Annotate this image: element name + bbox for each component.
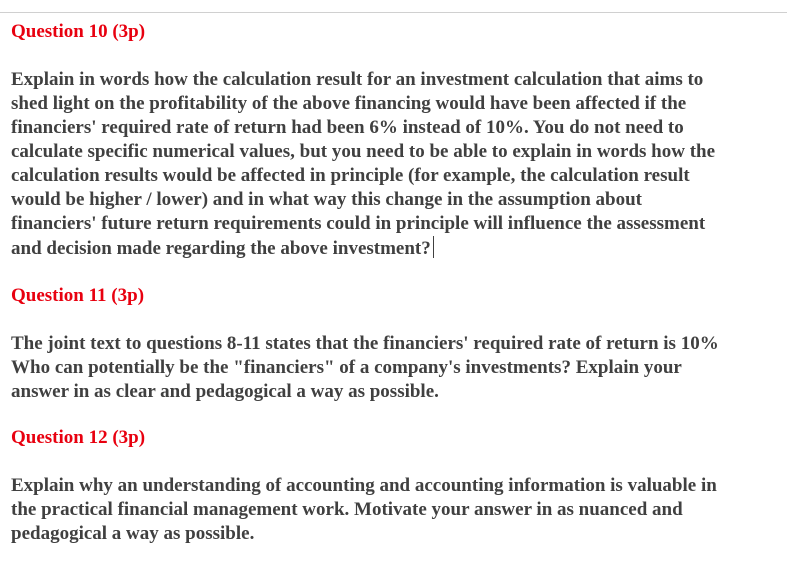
exam-document [11,20,787,546]
question-11-line: answer in as clear and pedagogical a way as possible. [11,381,439,402]
question-10-line: and decision made regarding the above investment? [11,238,431,259]
question-10-heading: Question 10 (3p) [11,21,146,42]
question-10-line: would be higher / lower) and in what way this change in the assumption about [11,189,642,210]
question-11-text[interactable] [11,332,787,404]
question-10-line: Explain in words how the calculation result for an investment calculation that aims to [11,69,704,90]
question-12-line: Explain why an understanding of accounting and accounting information is valuable in [11,475,717,496]
question-10-line: financiers' future return requirements could in principle will influence the assessment [11,213,706,234]
question-12-text[interactable] [11,474,787,546]
question-10-last-line [11,236,787,260]
question-12-line: the practical financial management work. Motivate your answer in as nuanced and [11,499,683,520]
top-divider [0,12,787,13]
question-10-line: financiers' required rate of return had been 6% instead of 10%. You do not need to [11,117,684,138]
question-12-line: pedagogical a way as possible. [11,523,255,544]
question-11-line: Who can potentially be the "financiers" of a company's investments? Explain your [11,357,682,378]
question-10-line: calculate specific numerical values, but you need to be able to explain in words how the [11,141,716,162]
question-11-line: The joint text to questions 8-11 states that the financiers' required rate of return is 10% [11,333,719,354]
question-12-heading: Question 12 (3p) [11,427,146,448]
question-10-line: shed light on the profitability of the above financing would have been affected if the [11,93,687,114]
question-10-line: calculation results would be affected in principle (for example, the calculation result [11,165,690,186]
question-10-text[interactable] [11,68,787,260]
question-11-heading: Question 11 (3p) [11,285,145,306]
text-cursor [433,236,434,258]
